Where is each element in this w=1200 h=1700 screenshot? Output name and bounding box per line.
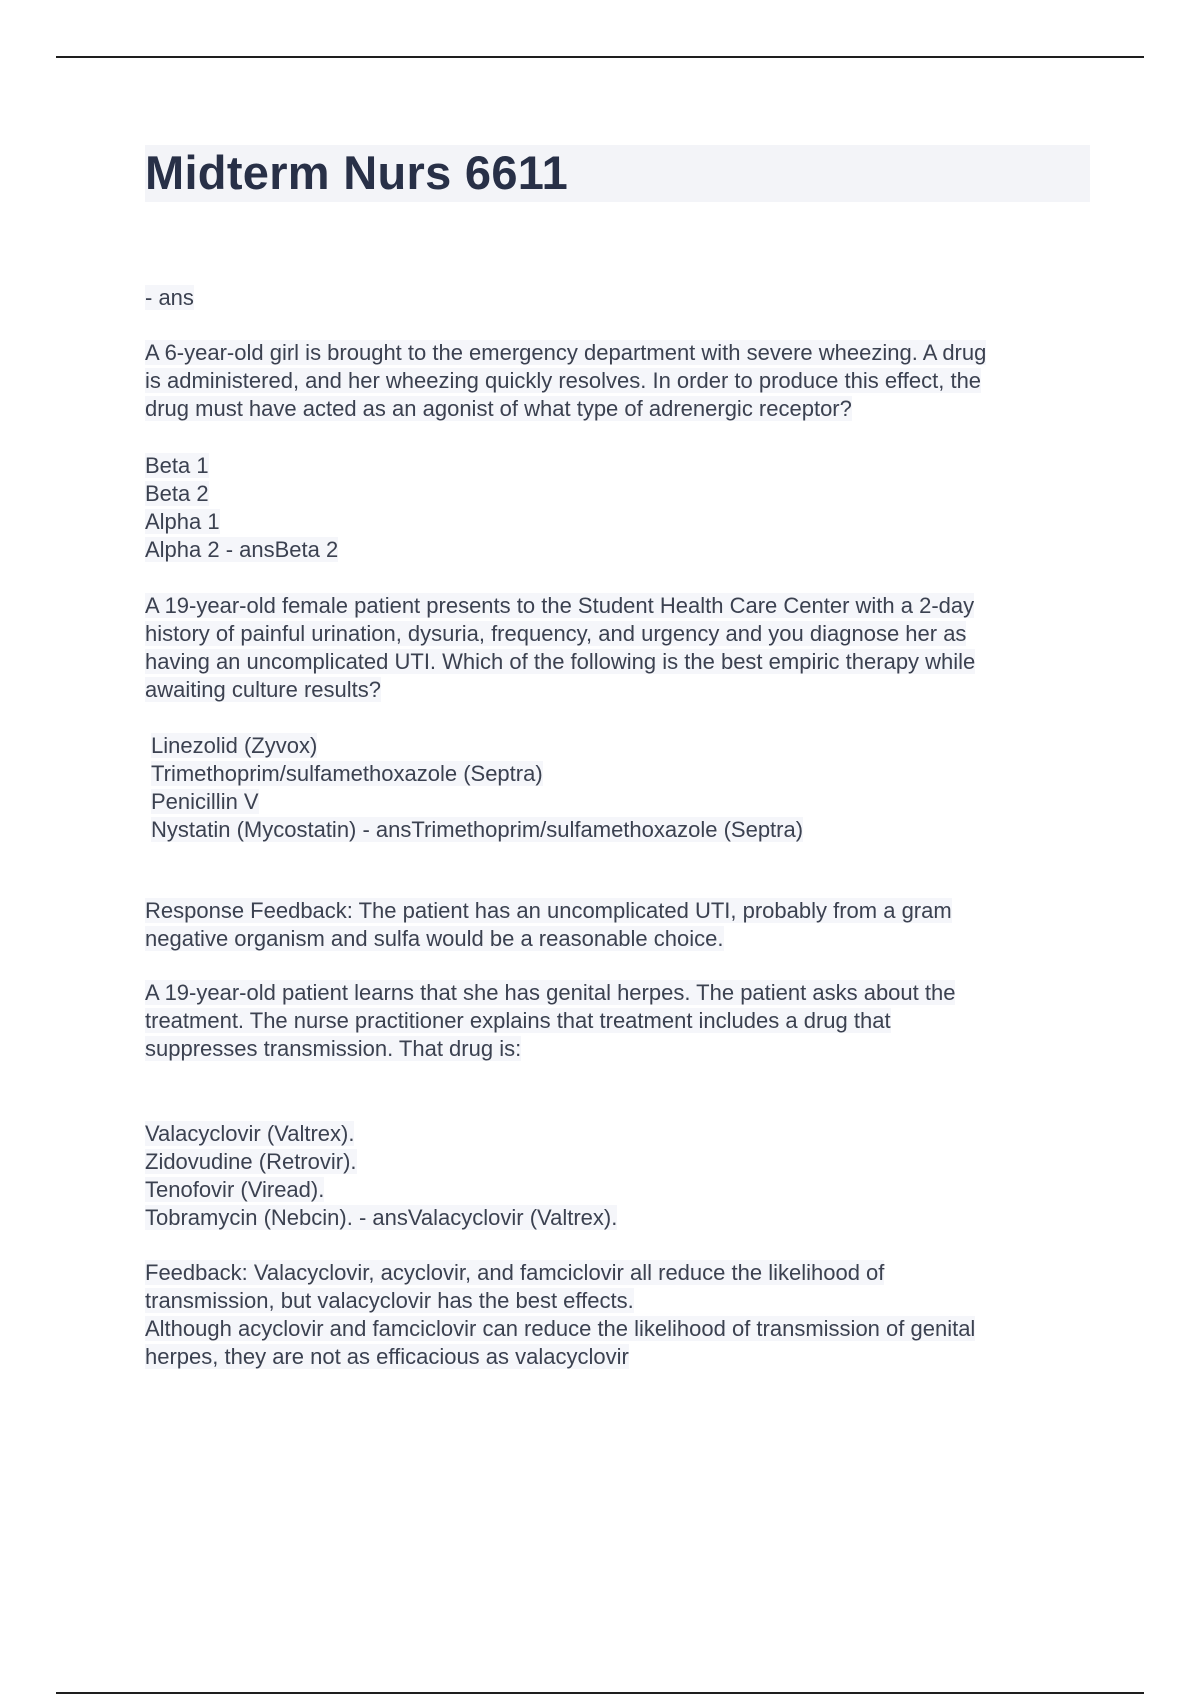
list-item: Trimethoprim/sulfamethoxazole (Septra) <box>151 761 543 786</box>
bottom-rule <box>56 1692 1144 1694</box>
list-item-answer: Tobramycin (Nebcin). - ansValacyclovir (Valtrex). <box>145 1205 618 1230</box>
question-2-stem: A 19-year-old female patient presents to the Student Health Care Center with a 2-day history of painful urination, dysuria, frequency, and urgency and you diagnose her as having an uncomplicated UTI. Which of the following is the best empiric therapy while awaiting culture results? <box>145 593 976 702</box>
question-1-stem: A 6-year-old girl is brought to the emergency department with severe wheezing. A drug is administered, and her wheezing quickly resolves. In order to produce this effect, the drug must have acted as an agonist of what type of adrenergic receptor? <box>145 340 987 421</box>
list-item: Beta 2 <box>145 481 209 506</box>
question-3-stem: A 19-year-old patient learns that she has genital herpes. The patient asks about the treatment. The nurse practitioner explains that treatment includes a drug that suppresses transmission. That drug is: <box>145 980 956 1061</box>
list-item: Linezolid (Zyvox) <box>151 733 318 758</box>
list-item-answer: Nystatin (Mycostatin) - ansTrimethoprim/sulfamethoxazole (Septra) <box>151 817 804 842</box>
list-item: Alpha 1 <box>145 509 220 534</box>
page-title: Midterm Nurs 6611 <box>145 146 569 199</box>
list-item-answer: Alpha 2 - ansBeta 2 <box>145 537 339 562</box>
top-rule <box>56 56 1144 58</box>
list-item: Penicillin V <box>151 789 259 814</box>
list-item: Tenofovir (Viread). <box>145 1177 325 1202</box>
list-item: Beta 1 <box>145 453 209 478</box>
question-3-options <box>145 1120 1085 1232</box>
question-1-options <box>145 452 1085 564</box>
list-item: Zidovudine (Retrovir). <box>145 1149 357 1174</box>
question-3-feedback: Feedback: Valacyclovir, acyclovir, and famciclovir all reduce the likelihood of transmission, but valacyclovir has the best effects. Although acyclovir and famciclovir can reduce the likelihood of transmission of genital herpes, they are not as efficacious as valacyclovir <box>145 1260 976 1369</box>
question-2-feedback: Response Feedback: The patient has an uncomplicated UTI, probably from a gram negative organism and sulfa would be a reasonable choice. <box>145 898 952 951</box>
list-item: Valacyclovir (Valtrex). <box>145 1121 355 1146</box>
question-2-options <box>145 732 1091 844</box>
intro-text: - ans <box>145 285 194 310</box>
